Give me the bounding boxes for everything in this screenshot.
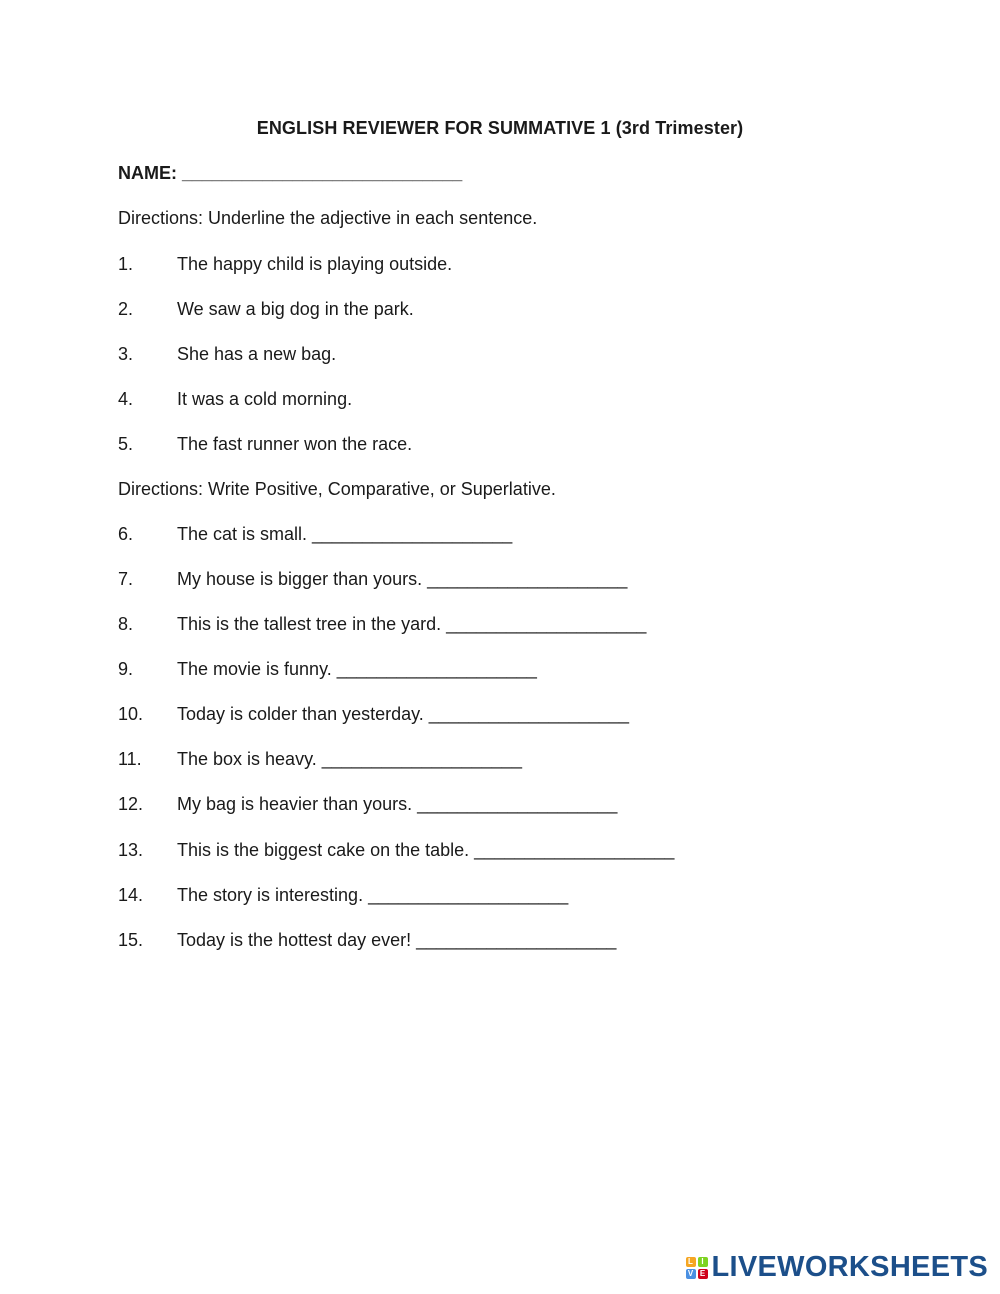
question-text[interactable]: The box is heavy. ____________________	[177, 749, 522, 769]
question-text[interactable]: We saw a big dog in the park.	[177, 299, 414, 319]
question-text[interactable]: Today is colder than yesterday. ____________________	[177, 704, 630, 724]
question-item	[118, 434, 412, 455]
question-item	[118, 930, 616, 951]
liveworksheets-logo-icon	[686, 1257, 708, 1279]
question-text[interactable]: She has a new bag.	[177, 344, 337, 364]
question-text[interactable]: It was a cold morning.	[177, 389, 353, 409]
question-number: 14.	[118, 885, 144, 905]
question-number: 5.	[118, 434, 134, 454]
question-number: 3.	[118, 344, 134, 364]
page-title: ENGLISH REVIEWER FOR SUMMATIVE 1 (3rd Trimester)	[256, 118, 744, 138]
question-item	[118, 524, 512, 545]
question-number: 11.	[118, 749, 142, 769]
question-number: 8.	[118, 614, 134, 634]
logo-letter-v: V	[686, 1269, 696, 1279]
question-item	[118, 389, 352, 410]
question-item	[118, 299, 414, 320]
question-text[interactable]: My house is bigger than yours. ____________________	[177, 569, 628, 589]
question-number: 15.	[118, 930, 144, 950]
question-number: 2.	[118, 299, 134, 319]
question-item	[118, 885, 568, 906]
question-number: 10.	[118, 704, 144, 724]
question-text[interactable]: Today is the hottest day ever! ____________________	[177, 930, 617, 950]
question-item	[118, 569, 627, 590]
brand-name: LIVEWORKSHEETS	[711, 1251, 988, 1283]
question-number: 1.	[118, 254, 134, 274]
question-text[interactable]: The story is interesting. ____________________	[177, 885, 569, 905]
question-text[interactable]: This is the biggest cake on the table. ____________________	[177, 840, 675, 860]
question-item	[118, 749, 522, 770]
question-item	[118, 794, 617, 815]
directions-section-1: Directions: Underline the adjective in each sentence.	[118, 208, 538, 228]
question-text[interactable]: The happy child is playing outside.	[177, 254, 453, 274]
directions-section-2: Directions: Write Positive, Comparative, or Superlative.	[118, 479, 556, 499]
question-text[interactable]: The movie is funny. ____________________	[177, 659, 537, 679]
question-item	[118, 704, 629, 725]
question-item	[118, 659, 537, 680]
question-number: 13.	[118, 840, 144, 860]
logo-letter-l: L	[686, 1257, 696, 1267]
question-number: 12.	[118, 794, 144, 814]
question-text[interactable]: My bag is heavier than yours. ____________________	[177, 794, 618, 814]
question-text[interactable]: The cat is small. ____________________	[177, 524, 513, 544]
question-item	[118, 840, 674, 861]
question-text[interactable]: This is the tallest tree in the yard. ____________________	[177, 614, 647, 634]
logo-letter-e: E	[698, 1269, 708, 1279]
question-number: 4.	[118, 389, 134, 409]
logo-letter-i: I	[698, 1257, 708, 1267]
question-item	[118, 614, 646, 635]
question-item	[118, 344, 336, 365]
name-field-label: NAME: ____________________________	[118, 163, 463, 183]
liveworksheets-logo[interactable]	[686, 1251, 989, 1284]
question-number: 6.	[118, 524, 134, 544]
question-number: 7.	[118, 569, 134, 589]
question-text[interactable]: The fast runner won the race.	[177, 434, 413, 454]
question-number: 9.	[118, 659, 134, 679]
question-item	[118, 254, 452, 275]
